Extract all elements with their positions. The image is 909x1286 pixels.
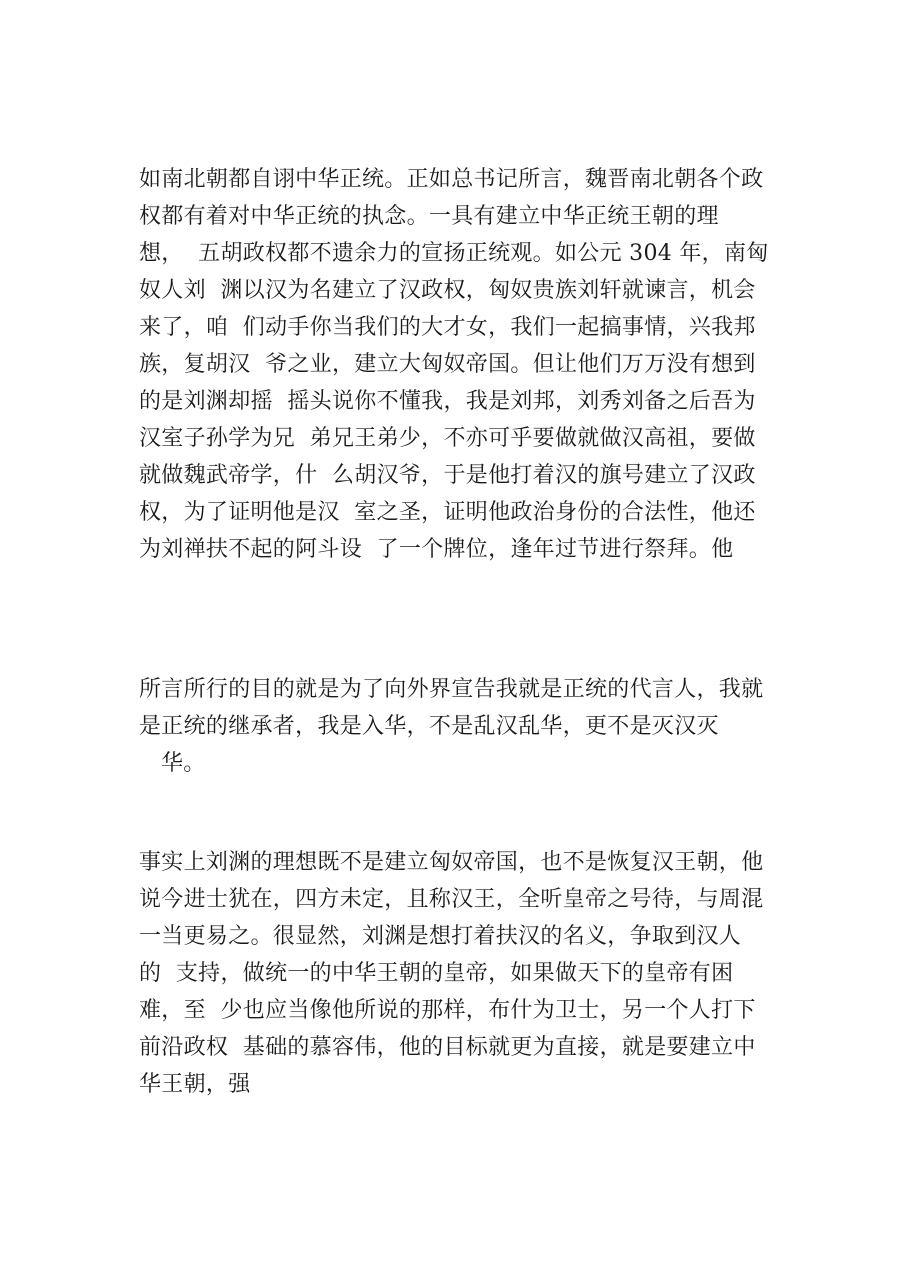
- text-line: 汉室子孙学为兄 弟兄王弟少，不亦可乎要做就做汉高祖，要做: [139, 426, 756, 451]
- text-line: 事实上刘渊的理想既不是建立匈奴帝国，也不是恢复汉王朝，他: [139, 850, 764, 875]
- text-line: 华王朝，强: [139, 1072, 251, 1097]
- text-line: 的 支持，做统一的中华王朝的皇帝，如果做天下的皇帝有困: [139, 961, 734, 986]
- text-line: 所言所行的目的就是为了向外界宣告我就是正统的代言人，我就: [139, 677, 764, 702]
- text-line: 就做魏武帝学，什 么胡汉爷，于是他打着汉的旗号建立了汉政: [139, 463, 756, 488]
- text-line: 为刘禅扶不起的阿斗设 了一个牌位，逢年过节进行祭拜。他: [139, 537, 734, 562]
- text-line: 如南北朝都自诩中华正统。正如总书记所言，魏晋南北朝各个政: [139, 167, 764, 192]
- text-line: 难，至 少也应当像他所说的那样，布什为卫士，另一个人打下: [139, 998, 756, 1023]
- text-line: 族，复胡汉 爷之业，建立大匈奴帝国。但让他们万万没有想到: [139, 352, 756, 377]
- text-line: 权都有着对中华正统的执念。一具有建立中华正统王朝的理: [139, 204, 719, 229]
- text-line: 前沿政权 基础的慕容伟，他的目标就更为直接，就是要建立中: [139, 1035, 756, 1060]
- text-line: 是正统的继承者，我是入华，不是乱汉乱华，更不是灭汉灭: [139, 714, 719, 739]
- text-line: 奴人刘 渊以汉为名建立了汉政权，匈奴贵族刘轩就谏言，机会: [139, 278, 756, 303]
- text-line: 华。: [161, 751, 206, 776]
- text-line: 的是刘渊却摇 摇头说你不懂我，我是刘邦，刘秀刘备之后吾为: [139, 389, 756, 414]
- text-line: 一当更易之。很显然，刘渊是想打着扶汉的名义，争取到汉人: [139, 924, 742, 949]
- text-line: 想， 五胡政权都不遗余力的宣扬正统观。如公元 304 年，南匈: [139, 241, 769, 266]
- text-line: 权，为了证明他是汉 室之圣，证明他政治身份的合法性，他还: [139, 500, 756, 525]
- text-line: 来了，咱 们动手你当我们的大才女，我们一起搞事情，兴我邦: [139, 315, 756, 340]
- text-line: 说今进士犹在，四方未定，且称汉王，全听皇帝之号待，与周混: [139, 887, 764, 912]
